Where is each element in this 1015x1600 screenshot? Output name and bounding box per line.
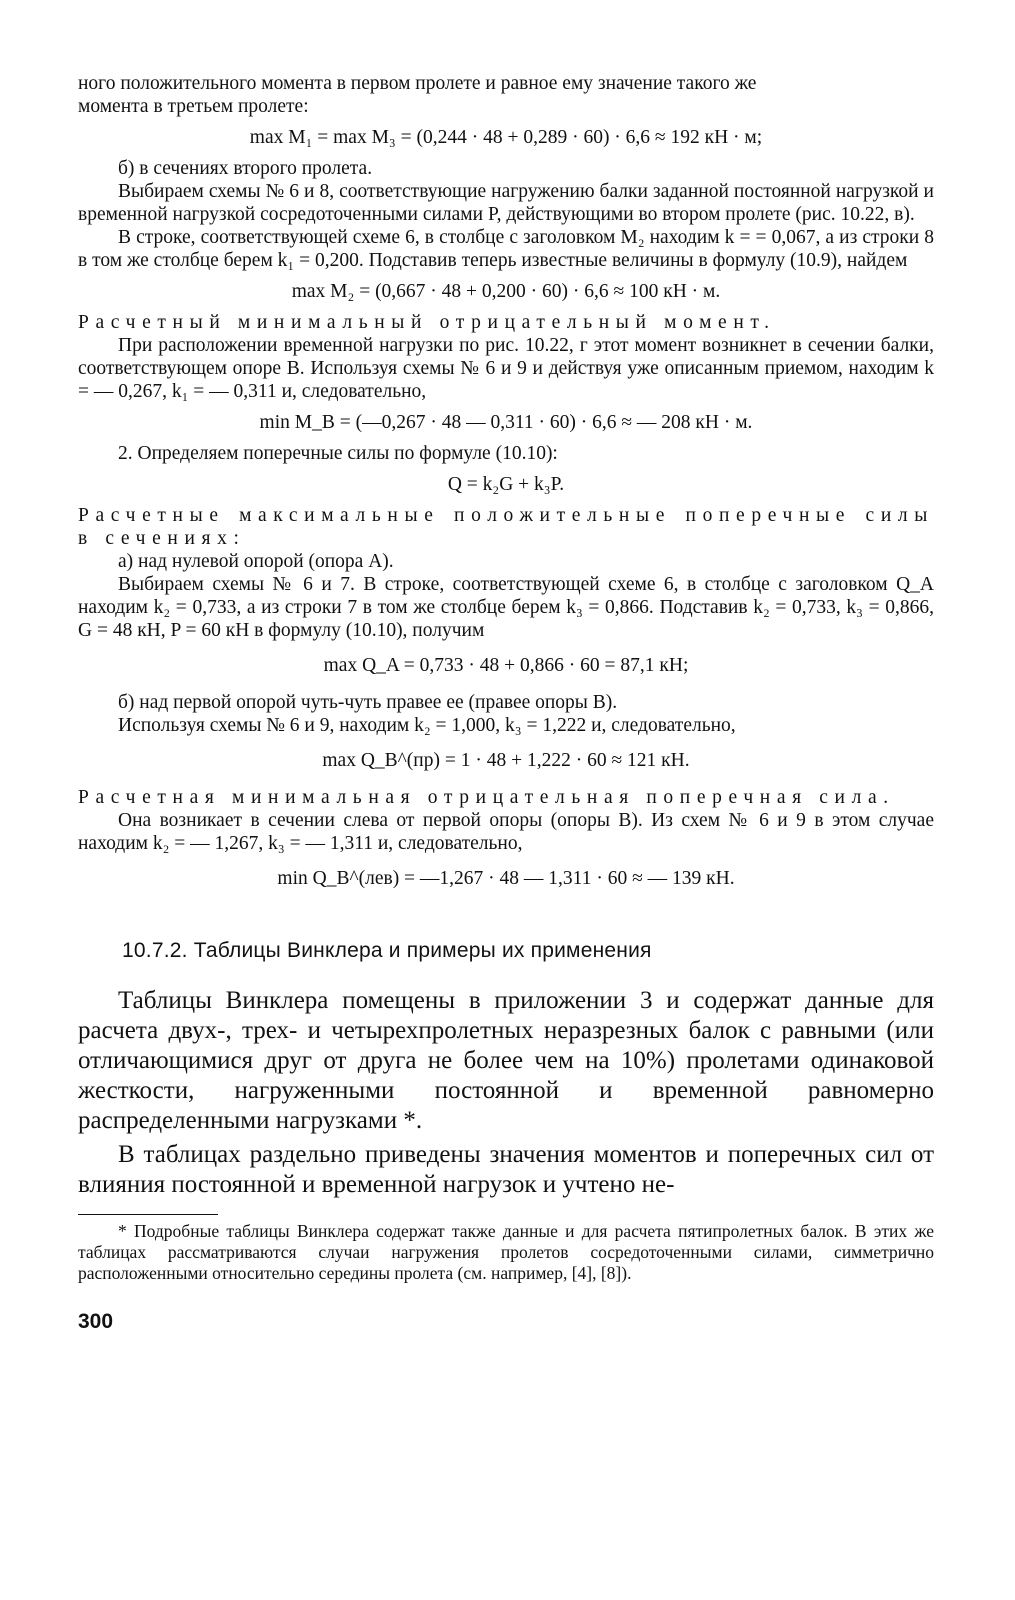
footnote: * Подробные таблицы Винклера содержат также данные и для расчета пятипролетных балок. В этих же таблицах рассматриваются случаи нагружения пролетов сосредоточенными силами, симметрично расположенными относительно середины пролета (см. например, [4], [8]). — [78, 1221, 934, 1283]
formula: Q = k₂G + k₃P. — [447, 474, 565, 495]
page-number: 300 — [78, 1310, 114, 1333]
large-text-block — [78, 986, 934, 1200]
paragraph: В таблицах раздельно приведены значения моментов и поперечных сил от влияния постоянной и временной нагрузок и учтено не- — [78, 1141, 934, 1198]
text-line: ного положительного момента в первом пролете и равное ему значение такого же — [78, 73, 757, 94]
formula: max M₂ = (0,667 · 48 + 0,200 · 60) · 6,6 ≈ 100 кН · м. — [291, 281, 721, 302]
spaced-subheading: Расчетная минимальная отрицательная поперечная сила. — [78, 787, 895, 808]
page-body — [78, 72, 934, 1333]
paragraph: Она возникает в сечении слева от первой опоры (опоры B). Из схем № 6 и 9 в этом случае находим k₂ = — 1,267, k₃ = — 1,311 и, следовательно, — [78, 810, 934, 854]
formula: min Q_B^(лев) = —1,267 · 48 — 1,311 · 60 ≈ — 139 кН. — [277, 868, 735, 889]
spaced-subheading: Расчетный минимальный отрицательный момент. — [78, 312, 776, 333]
formula: max Q_A = 0,733 · 48 + 0,866 · 60 = 87,1 кН; — [323, 655, 689, 676]
paragraph: В строке, соответствующей схеме 6, в столбце с заголовком M₂ находим k = = 0,067, а из строки 8 в том же столбце берем k₁ = 0,200. Подставив теперь известные величины в формулу (10.9), найдем — [78, 227, 934, 271]
paragraph: При расположении временной нагрузки по рис. 10.22, г этот момент возникнет в сечении балки, соответствующем опоре B. Используя схемы № 6 и 9 и действуя уже описанным приемом, находим k = — 0,267, k₁ = — 0,311 и, следовательно, — [78, 335, 934, 402]
paragraph: Таблицы Винклера помещены в приложении 3 и содержат данные для расчета двух-, трех- и четырехпролетных неразрезных балок с равными (или отличающимися друг от друга не более чем на 10%) пролетами одинаковой жесткости, нагруженными постоянной и временной равномерно распределенными нагрузками *. — [78, 987, 934, 1134]
text-line: а) над нулевой опорой (опора A). — [118, 551, 394, 572]
footnote-rule — [78, 1214, 218, 1215]
text-line: 2. Определяем поперечные силы по формуле (10.10): — [118, 443, 558, 464]
formula: max Q_B^(пр) = 1 · 48 + 1,222 · 60 ≈ 121 кН. — [322, 750, 690, 771]
paragraph: Выбираем схемы № 6 и 7. В строке, соответствующей схеме 6, в столбце с заголовком Q_A находим k₂ = 0,733, а из строки 7 в том же столбце берем k₃ = 0,866. Подставив k₂ = 0,733, k₃ = 0,866, G = 48 кН, P = 60 кН в формулу (10.10), получим — [78, 574, 934, 641]
paragraph: Выбираем схемы № 6 и 8, соответствующие нагружению балки заданной постоянной нагрузкой и временной нагрузкой сосредоточенными силами P, действующими во втором пролете (рис. 10.22, в). — [78, 181, 934, 225]
spaced-subheading: Расчетные максимальные положительные поперечные силы в сечениях: — [78, 505, 934, 549]
formula: max M₁ = max M₃ = (0,244 · 48 + 0,289 · 60) · 6,6 ≈ 192 кН · м; — [249, 127, 763, 148]
text-line: б) в сечениях второго пролета. — [118, 158, 373, 179]
text-line: Используя схемы № 6 и 9, находим k₂ = 1,000, k₃ = 1,222 и, следовательно, — [118, 715, 736, 736]
text-line: б) над первой опорой чуть-чуть правее ее (правее опоры B). — [118, 692, 618, 713]
formula: min M_B = (—0,267 · 48 — 0,311 · 60) · 6,6 ≈ — 208 кН · м. — [259, 412, 753, 433]
text-line: момента в третьем пролете: — [78, 96, 309, 117]
section-heading: 10.7.2. Таблицы Винклера и примеры их применения — [122, 939, 652, 962]
